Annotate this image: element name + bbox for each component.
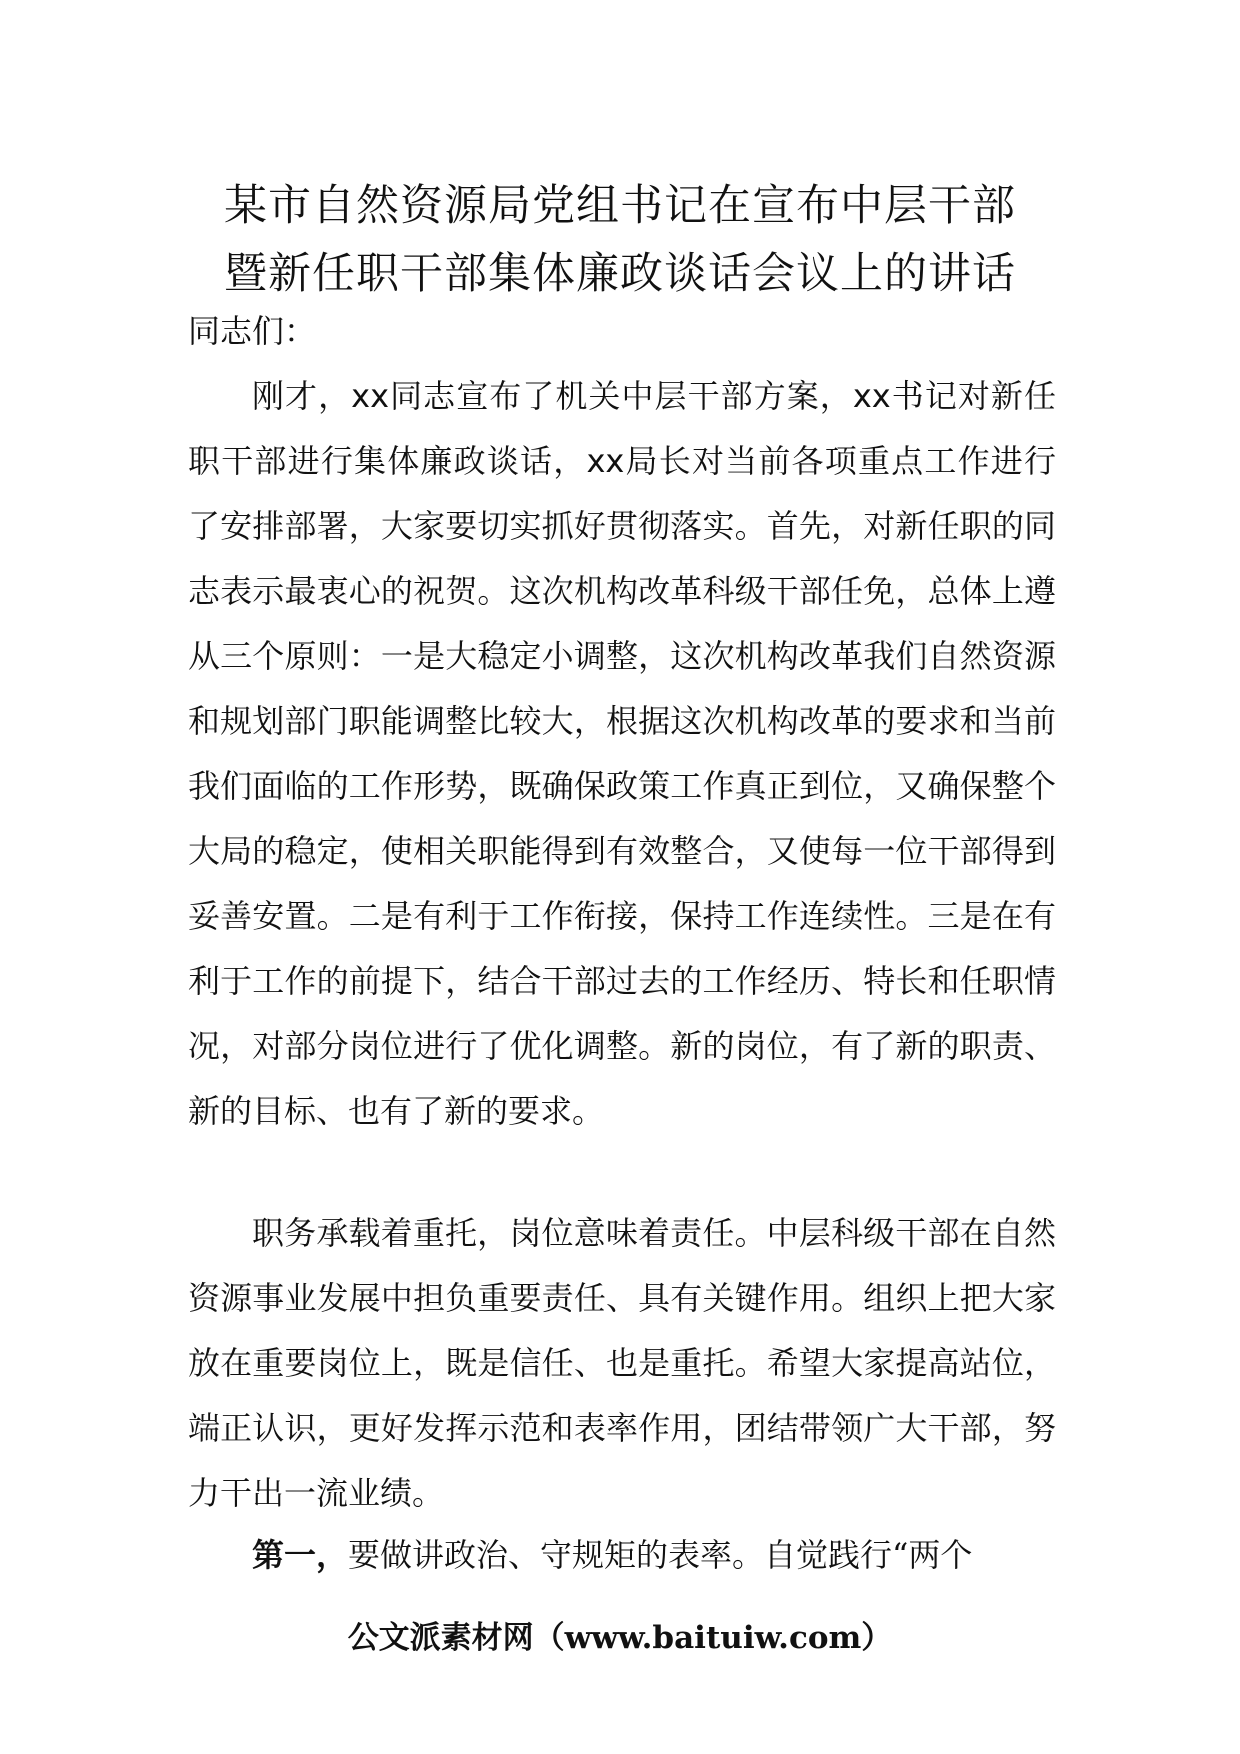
paragraph-1: 刚才，xx同志宣布了机关中层干部方案，xx书记对新任职干部进行集体廉政谈话，xx局长对当前各项重点工作进行了安排部署，大家要切实抓好贯彻落实。首先，对新任职的同志表示最衷心的祝贺。这次机构改革科级干部任免，总体上遵从三个原则：一是大稳定小调整，这次机构改革我们自然资源和规划部门职能调整比较大，根据这次机构改革的要求和当前我们面临的工作形势，既确保政策工作真正到位，又确保整个大局的稳定，使相关职能得到有效整合，又使每一位干部得到妥善安置。二是有利于工作衔接，保持工作连续性。三是在有利于工作的前提下，结合干部过去的工作经历、特长和任职情况，对部分岗位进行了优化调整。新的岗位，有了新的职责、新的目标、也有了新的要求。 <box>188 377 1056 1130</box>
document-title-line1: 某市自然资源局党组书记在宣布中层干部 <box>224 181 1016 231</box>
section-1-lead: 第一， <box>252 1536 349 1574</box>
paragraph-2: 职务承载着重托，岗位意味着责任。中层科级干部在自然资源事业发展中担负重要责任、具有关键作用。组织上把大家放在重要岗位上，既是信任、也是重托。希望大家提高站位，端正认识，更好发挥示范和表率作用，团结带领广大干部，努力干出一流业绩。 <box>188 1214 1056 1512</box>
document-title-line2: 暨新任职干部集体廉政谈话会议上的讲话 <box>224 249 1016 299</box>
salutation: 同志们： <box>188 312 317 350</box>
footer-watermark: 公文派素材网（www.baituiw.com） <box>347 1620 893 1656</box>
section-1-text: 要做讲政治、守规矩的表率。自觉践行“两个 <box>348 1536 973 1574</box>
section-1-paragraph <box>188 1523 1056 1588</box>
